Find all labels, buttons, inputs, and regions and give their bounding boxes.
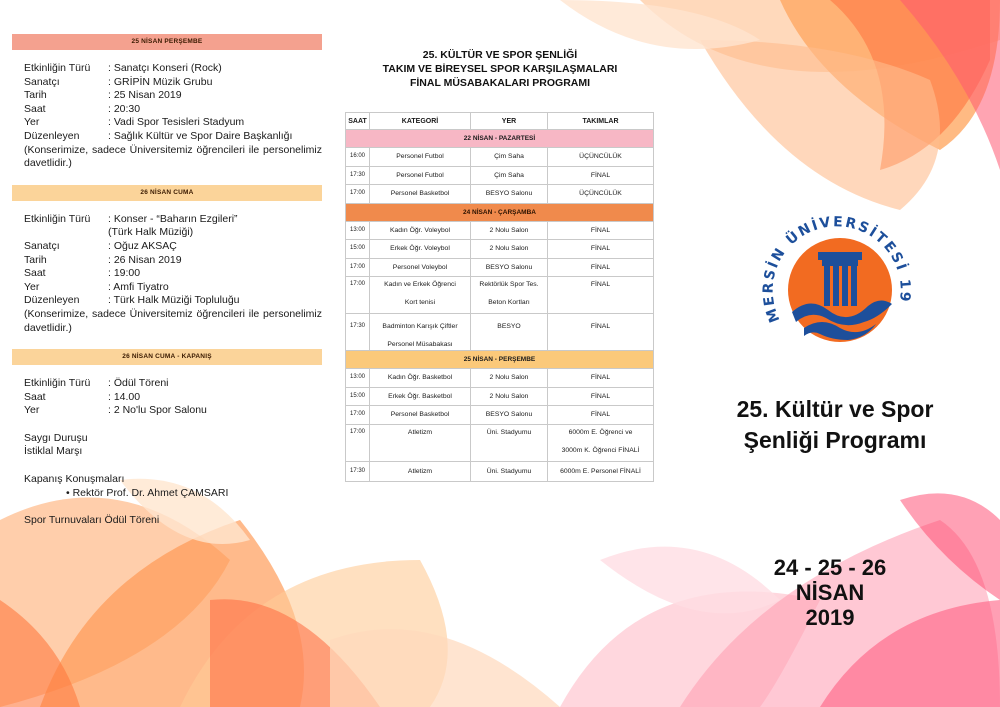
logo-pillar-flute [824, 266, 830, 306]
festival-title-line: Şenliği Programı [743, 427, 927, 453]
info-value: : Sağlık Kültür ve Spor Daire Başkanlığı [108, 129, 293, 142]
table-row [346, 461, 654, 481]
info-key: Saat [24, 102, 46, 115]
info-value: : Ödül Töreni [108, 377, 169, 390]
cell-stage: FİNAL [548, 406, 654, 425]
info-row [24, 116, 322, 130]
info-row [24, 89, 322, 103]
table-row [346, 258, 654, 277]
university-logo [752, 200, 922, 370]
cell-venue: 2 Nolu Salon [471, 387, 548, 406]
logo-emblem [752, 200, 922, 370]
info-row [24, 213, 322, 227]
cell-category: Kadın Öğr. Voleybol [370, 221, 471, 240]
cell-category: Atletizm [370, 424, 471, 461]
table-row [346, 369, 654, 388]
header-saat: SAAT [346, 113, 370, 130]
middle-panel-schedule [345, 48, 655, 482]
cell-time: 13:00 [346, 369, 370, 388]
info-key: Saat [24, 390, 46, 403]
info-key: Tarih [24, 89, 47, 102]
event-info [12, 201, 322, 335]
cell-category: Erkek Öğr. Voleybol [370, 240, 471, 259]
event-info [12, 365, 322, 418]
info-key: Etkinliğin Türü [24, 377, 91, 390]
cell-category [370, 314, 471, 351]
section-band: 26 NİSAN CUMA [12, 185, 322, 201]
cell-time: 15:00 [346, 240, 370, 259]
ceremony-line: Spor Turnuvaları Ödül Töreni [24, 514, 160, 527]
cell-stage: FİNAL [548, 387, 654, 406]
info-row [24, 103, 322, 117]
info-value: : Vadi Spor Tesisleri Stadyum [108, 116, 245, 129]
ceremony-line: Saygı Duruşu [24, 431, 88, 444]
info-key: Yer [24, 280, 40, 293]
cell-line: Kort tenisi [404, 299, 436, 306]
festival-date-month: NİSAN [795, 580, 865, 605]
info-row [24, 240, 322, 254]
event-section-25-april [12, 34, 322, 171]
info-value: : Sanatçı Konseri (Rock) [108, 62, 222, 74]
festival-title-line: 25. Kültür ve Spor [736, 396, 934, 422]
info-key: Saat [24, 267, 46, 280]
info-key: Sanatçı [24, 239, 60, 252]
section-band: 25 NİSAN PERŞEMBE [12, 34, 322, 50]
festival-date-year: 2019 [805, 605, 855, 630]
schedule-title [345, 48, 655, 90]
cell-time: 17:00 [346, 406, 370, 425]
info-value: : 19:00 [108, 267, 141, 280]
event-info [12, 50, 322, 171]
table-header-row [346, 113, 654, 130]
cell-line: 3000m K. Öğrenci FİNALİ [561, 446, 640, 454]
cell-category: Personel Basketbol [370, 185, 471, 204]
info-key: Etkinliğin Türü [24, 62, 91, 74]
cell-stage: FİNAL [548, 221, 654, 240]
cell-venue: BESYO Salonu [471, 258, 548, 277]
table-row [346, 221, 654, 240]
info-row [24, 226, 322, 240]
info-key: Yer [24, 404, 40, 417]
festival-date-days: 24 - 25 - 26 [773, 555, 887, 580]
info-value: : Türk Halk Müziği Topluluğu [108, 294, 240, 307]
cell-line: 6000m E. Öğrenci ve [568, 428, 633, 436]
day-label: 22 NİSAN - PAZARTESİ [346, 130, 654, 148]
event-section-closing [12, 349, 322, 528]
info-key: Yer [24, 116, 40, 129]
cell-venue: 2 Nolu Salon [471, 369, 548, 388]
cell-line: Beton Kortları [488, 299, 530, 306]
cell-line: Personel Müsabakası [387, 341, 453, 348]
info-row [24, 377, 322, 391]
cell-time: 16:00 [346, 148, 370, 167]
header-takimlar: TAKIMLAR [548, 113, 654, 130]
table-row [346, 277, 654, 314]
cell-category: Personel Voleybol [370, 258, 471, 277]
cell-venue: BESYO Salonu [471, 185, 548, 204]
table-row [346, 166, 654, 185]
cell-venue: Üni. Stadyumu [471, 461, 548, 481]
info-row [24, 62, 322, 76]
logo-pillar-flute [842, 266, 848, 306]
info-key: Düzenleyen [24, 129, 80, 142]
schedule-table [345, 112, 654, 482]
table-row [346, 240, 654, 259]
cell-stage: FİNAL [548, 240, 654, 259]
day-label: 24 NİSAN - ÇARŞAMBA [346, 203, 654, 221]
cell-stage: FİNAL [548, 314, 654, 351]
info-key: Tarih [24, 253, 47, 266]
festival-title [690, 394, 980, 456]
schedule-title-line: FİNAL MÜSABAKALARI PROGRAMI [409, 77, 591, 89]
invitation-note: (Konserimize, sadece Üniversitemiz öğrencileri ile personelimiz davetlidir.) [24, 143, 322, 170]
info-row [24, 294, 322, 308]
section-band: 26 NİSAN CUMA - KAPANIŞ [12, 349, 322, 365]
cell-time: 17:00 [346, 424, 370, 461]
table-row [346, 387, 654, 406]
cell-time: 13:00 [346, 221, 370, 240]
cell-line: Rektörlük Spor Tes. [479, 281, 539, 288]
day-label: 25 NİSAN - PERŞEMBE [346, 351, 654, 369]
invitation-note: (Konserimize, sadece Üniversitemiz öğrencileri ile personelimiz davetlidir.) [24, 307, 322, 334]
festival-dates [690, 555, 970, 630]
info-key: Düzenleyen [24, 294, 80, 307]
info-key [24, 226, 108, 240]
cell-category: Kadın Öğr. Basketbol [370, 369, 471, 388]
info-value: : Konser - “Baharın Ezgileri” [108, 212, 238, 225]
cell-category: Atletizm [370, 461, 471, 481]
info-row [24, 130, 322, 144]
cell-category: Erkek Öğr. Basketbol [370, 387, 471, 406]
info-value: : 25 Nisan 2019 [108, 89, 182, 102]
cell-venue: Çim Saha [471, 148, 548, 167]
table-row [346, 314, 654, 351]
header-yer: YER [471, 113, 548, 130]
ceremony-line: Kapanış Konuşmaları [24, 473, 125, 486]
logo-pillar-cap [822, 260, 858, 266]
cell-time: 17:30 [346, 166, 370, 185]
schedule-title-line: 25. KÜLTÜR VE SPOR ŞENLİĞİ [422, 49, 578, 61]
cell-category: Personel Futbol [370, 166, 471, 185]
event-section-26-april [12, 185, 322, 335]
left-panel-events [12, 34, 322, 528]
cell-line: Badminton Karışık Çiftler [382, 323, 458, 330]
info-value: : GRİPİN Müzik Grubu [108, 75, 213, 88]
cell-venue: Çim Saha [471, 166, 548, 185]
info-value: : 14.00 [108, 390, 141, 403]
day-row [346, 130, 654, 148]
info-row [24, 254, 322, 268]
info-row [24, 267, 322, 281]
cell-time: 17:30 [346, 314, 370, 351]
cell-venue: BESYO Salonu [471, 406, 548, 425]
speaker-line: • Rektör Prof. Dr. Ahmet ÇAMSARI [66, 486, 229, 499]
table-row [346, 406, 654, 425]
info-row [24, 391, 322, 405]
info-value: : 26 Nisan 2019 [108, 253, 182, 266]
cell-venue: Üni. Stadyumu [471, 424, 548, 461]
ceremony-line: İstiklal Marşı [24, 445, 83, 458]
info-row [24, 404, 322, 418]
cell-venue: BESYO [471, 314, 548, 351]
cell-stage: 6000m E. Personel FİNALİ [548, 461, 654, 481]
schedule-title-line: TAKIM VE BİREYSEL SPOR KARŞILAŞMALARI [382, 63, 618, 75]
cell-category: Personel Basketbol [370, 406, 471, 425]
info-value: (Türk Halk Müziği) [108, 226, 194, 239]
info-value: : 2 No'lu Spor Salonu [108, 404, 207, 417]
logo-arc-text: MERSİN ÜNİVERSİTESİ 19 [760, 214, 913, 325]
info-value: : Amfi Tiyatro [108, 280, 169, 293]
info-row [24, 76, 322, 90]
cell-time: 17:30 [346, 461, 370, 481]
cell-time: 17:00 [346, 258, 370, 277]
cell-stage: ÜÇÜNCÜLÜK [548, 148, 654, 167]
cell-category: Personel Futbol [370, 148, 471, 167]
cell-time: 17:00 [346, 185, 370, 204]
cell-stage: FİNAL [548, 166, 654, 185]
info-key: Etkinliğin Türü [24, 212, 91, 225]
day-row [346, 351, 654, 369]
cell-time: 17:00 [346, 277, 370, 314]
cell-stage: FİNAL [548, 369, 654, 388]
logo-pillar-flute [833, 266, 839, 306]
table-row [346, 424, 654, 461]
info-value: : 20:30 [108, 102, 141, 115]
cell-stage: ÜÇÜNCÜLÜK [548, 185, 654, 204]
info-key: Sanatçı [24, 75, 60, 88]
info-value: : Oğuz AKSAÇ [108, 239, 177, 252]
info-row [24, 281, 322, 295]
cell-stage: FİNAL [548, 258, 654, 277]
cell-stage: FİNAL [548, 277, 654, 314]
cell-stage [548, 424, 654, 461]
logo-pillar-capital [818, 252, 862, 260]
cell-venue: 2 Nolu Salon [471, 221, 548, 240]
cell-category [370, 277, 471, 314]
cell-line: Kadın ve Erkek Öğrenci [384, 281, 456, 288]
cell-venue: 2 Nolu Salon [471, 240, 548, 259]
table-row [346, 148, 654, 167]
table-row [346, 185, 654, 204]
header-kategori: KATEGORİ [370, 113, 471, 130]
cell-venue [471, 277, 548, 314]
day-row [346, 203, 654, 221]
logo-pillar-flute [851, 266, 857, 306]
cell-time: 15:00 [346, 387, 370, 406]
